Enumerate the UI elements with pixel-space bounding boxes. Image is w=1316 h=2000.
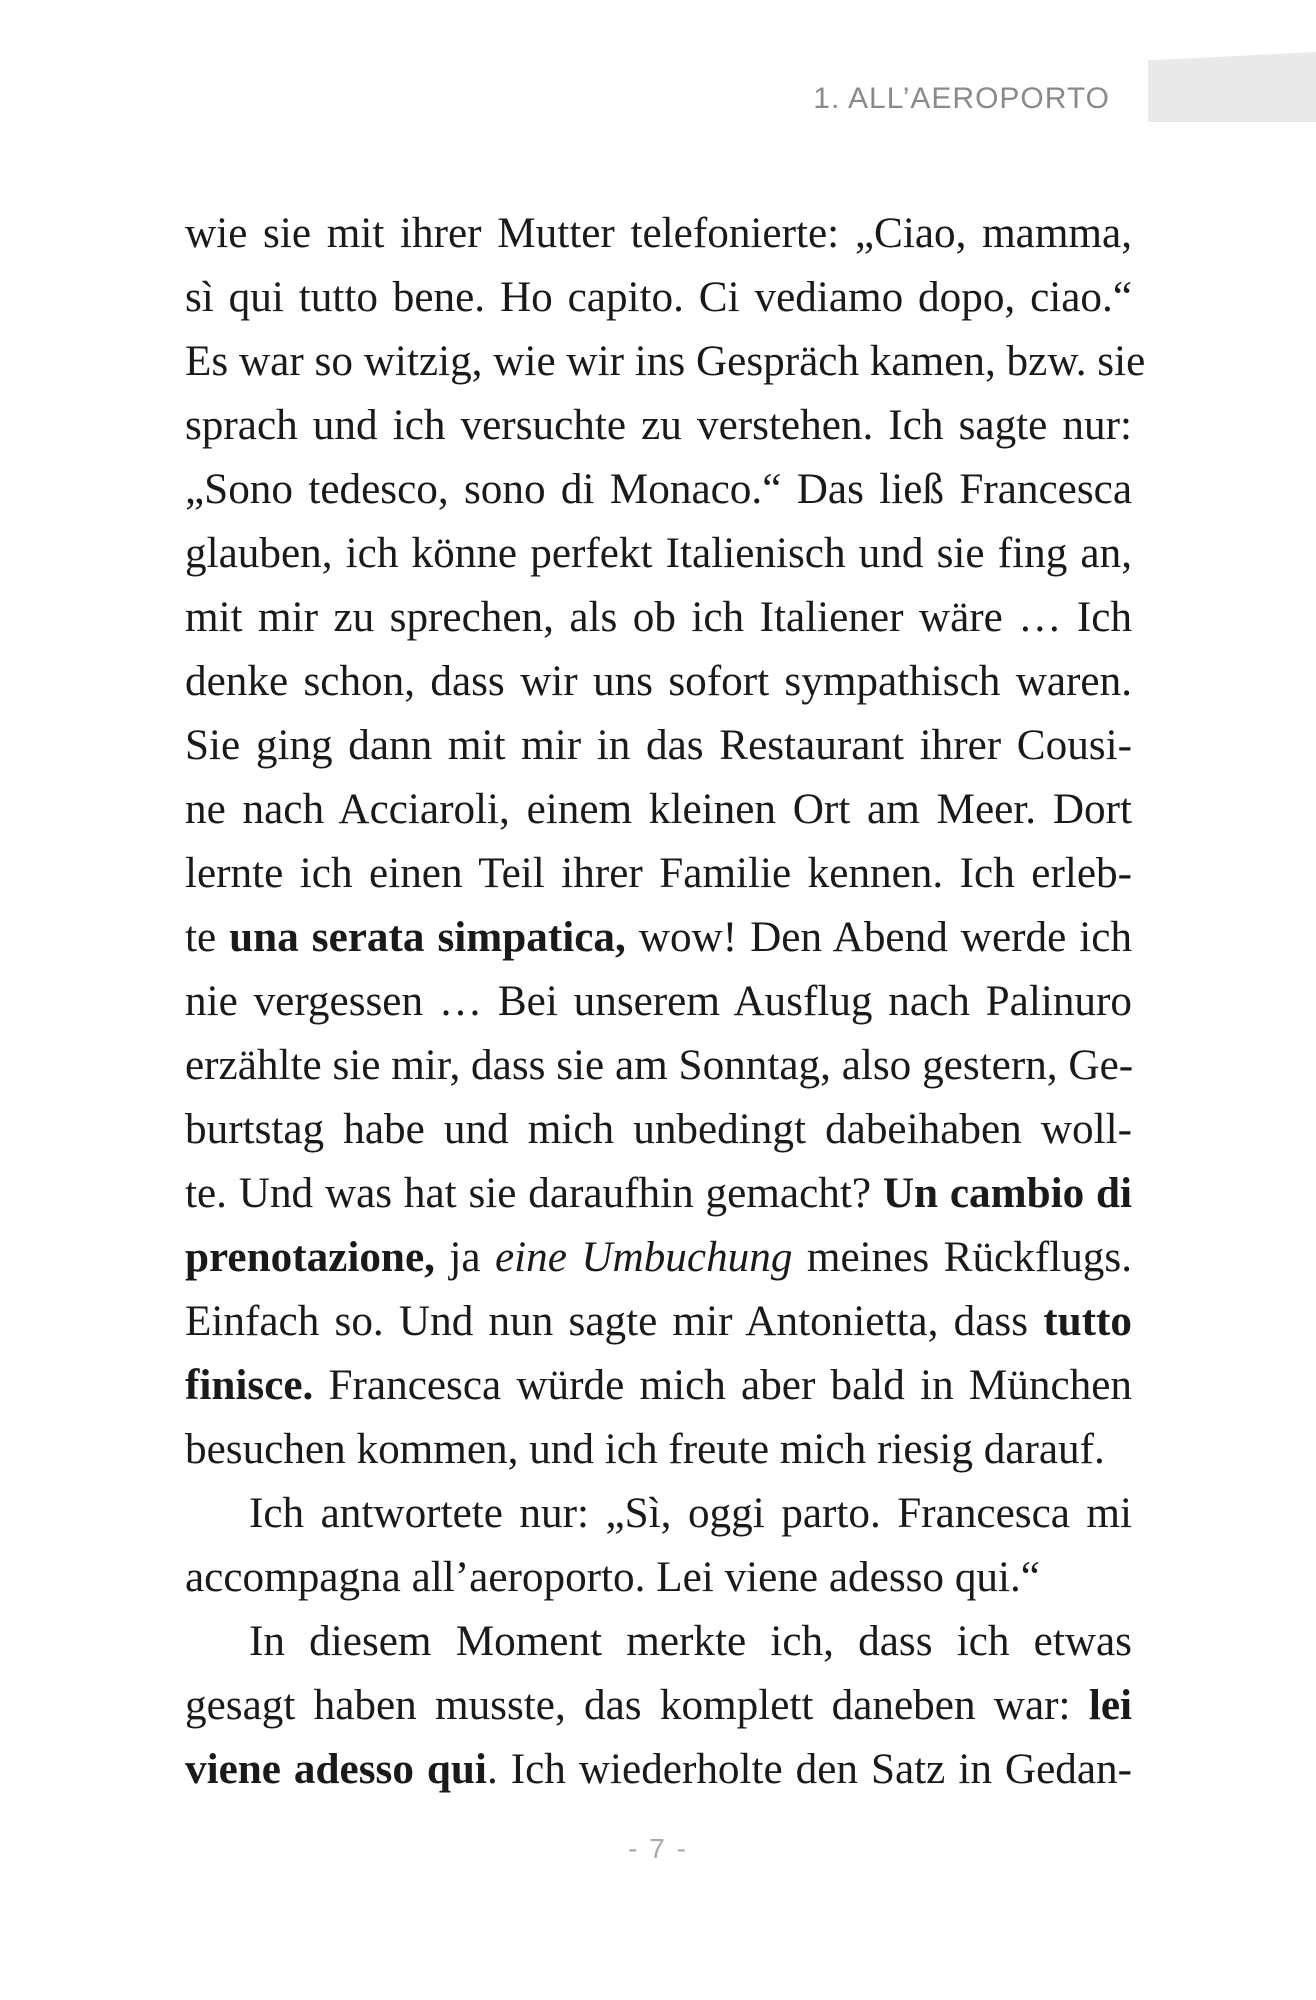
text-segment: lernte ich einen Teil ihrer Familie kennen. Ich erleb- (185, 850, 1132, 897)
text-segment: mit mir zu sprechen, als ob ich Italiener wäre … Ich (185, 594, 1132, 641)
text-segment: glauben, ich könne perfekt Italienisch und sie fing an, (185, 530, 1132, 577)
text-segment: nie vergessen … Bei unserem Ausflug nach Palinuro (185, 978, 1132, 1025)
italic-phrase: eine Umbuchung (494, 1234, 793, 1281)
text-line (185, 394, 1132, 458)
text-line (185, 1674, 1132, 1738)
text-line (185, 1610, 1132, 1674)
text-segment: te. Und was hat sie daraufhin gemacht? (185, 1170, 883, 1217)
text-segment: burtstag habe und mich unbedingt dabeihaben woll- (185, 1106, 1132, 1153)
text-line (185, 330, 1146, 394)
text-segment: Einfach so. Und nun sagte mir Antonietta, dass (185, 1298, 1044, 1345)
text-segment: denke schon, dass wir uns sofort sympathisch waren. (185, 658, 1132, 705)
bold-phrase: una serata simpatica, (229, 914, 626, 961)
text-segment: Francesca würde mich aber bald in München (313, 1362, 1132, 1409)
text-segment: erzählte sie mir, dass sie am Sonntag, also gestern, Ge- (185, 1042, 1134, 1089)
text-line (185, 1546, 1132, 1610)
text-line (185, 1290, 1132, 1354)
text-segment: wie sie mit ihrer Mutter telefonierte: „Ciao, mamma, (185, 210, 1132, 257)
text-line (185, 1738, 1132, 1802)
text-segment: Es war so witzig, wie wir ins Gespräch kamen, bzw. sie (185, 338, 1146, 385)
text-line (185, 1098, 1132, 1162)
body-text (185, 202, 1146, 1802)
text-line (185, 522, 1132, 586)
text-line (185, 1354, 1132, 1418)
bold-phrase: finisce. (185, 1362, 314, 1409)
text-line (185, 970, 1132, 1034)
text-segment: besuchen kommen, und ich freute mich riesig darauf. (185, 1426, 1105, 1473)
text-line (185, 202, 1132, 266)
text-segment: . Ich wiederholte den Satz in Gedan- (486, 1746, 1132, 1793)
text-line (185, 1418, 1132, 1482)
text-line (185, 458, 1132, 522)
text-segment: meines Rückflugs. (792, 1234, 1132, 1281)
text-segment: ja (434, 1234, 495, 1281)
text-line (185, 650, 1132, 714)
text-segment: „Sono tedesco, sono di Monaco.“ Das ließ Francesca (185, 466, 1132, 513)
text-line (185, 1226, 1132, 1290)
running-head: 1. ALL’AEROPORTO (813, 82, 1110, 115)
text-segment: Ich antwortete nur: „Sì, oggi parto. Francesca mi (249, 1490, 1132, 1537)
chapter-tab-marker (1148, 52, 1316, 122)
text-line (185, 906, 1132, 970)
text-segment: Sie ging dann mit mir in das Restaurant ihrer Cousi- (185, 722, 1132, 769)
text-segment: gesagt haben musste, das komplett daneben war: (185, 1682, 1089, 1729)
text-segment: accompagna all’aeroporto. Lei viene adesso qui.“ (185, 1554, 1040, 1601)
page-number: - 7 - (628, 1833, 688, 1864)
text-segment: ne nach Acciaroli, einem kleinen Ort am Meer. Dort (185, 786, 1132, 833)
text-line (185, 1162, 1132, 1226)
bold-phrase: lei (1088, 1682, 1132, 1729)
text-segment: te (185, 914, 230, 961)
bold-phrase: Un cambio di (882, 1170, 1132, 1217)
bold-phrase: prenotazione, (185, 1234, 435, 1281)
text-line (185, 842, 1132, 906)
text-line (185, 778, 1132, 842)
text-segment: sì qui tutto bene. Ho capito. Ci vediamo dopo, ciao.“ (185, 274, 1132, 321)
text-line (185, 266, 1132, 330)
bold-phrase: viene adesso qui (185, 1746, 487, 1793)
text-line (185, 714, 1132, 778)
text-segment: wow! Den Abend werde ich (625, 914, 1133, 961)
text-line (185, 1482, 1132, 1546)
text-segment: In diesem Moment merkte ich, dass ich etwas (249, 1618, 1132, 1665)
text-line (185, 1034, 1132, 1098)
text-segment: sprach und ich versuchte zu verstehen. Ich sagte nur: (185, 402, 1132, 449)
bold-phrase: tutto (1043, 1298, 1132, 1345)
text-line (185, 586, 1132, 650)
